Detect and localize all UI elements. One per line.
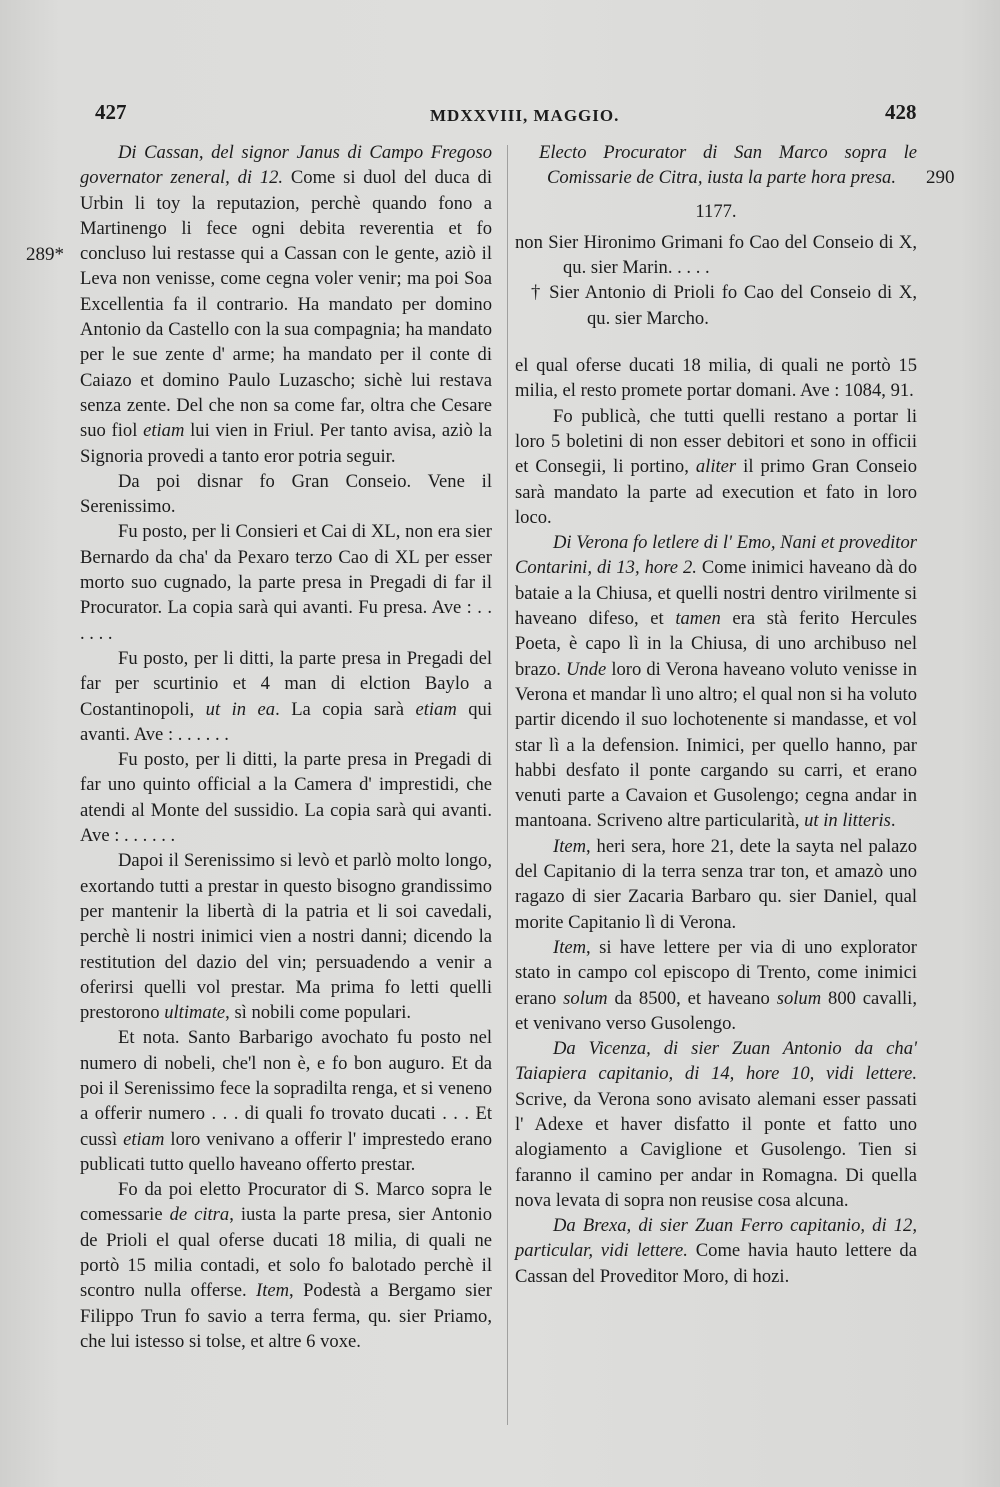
italic-heading: Electo Procurator di San Marco sopra le Comissarie de Citra, iusta la parte hora presa.	[539, 142, 917, 189]
text: Come si duol del duca di Urbin li toy la reputazion, perchè quando fono a Martinengo li fece ogni debita reverentia et fo concluso lui restasse qui a Cassan con le gente, aziò il Leva non venisse, come cegna voler venir; ma poi Soa Excellentia fa il contrario. Ha mandato per domino Antonio da Castello con la sua compagnia; ha mandato per le sue zente d' arme; ha mandato per il conte di Caiazo et domino Paulo Luzascho; sichè lui restava senza zente. Del che non sa come far, oltra che Cesare suo fiol	[80, 167, 492, 442]
italic-term: etiam	[143, 420, 185, 442]
paragraph	[515, 834, 917, 935]
paragraph	[515, 935, 917, 1036]
text: Come inimici haveano dà do bataie a la Chiusa, et quelli nostri dentro virilmente si haveano difeso, et	[515, 557, 917, 630]
text: , Podestà a Bergamo sier Filippo Trun fo savio a terra ferma, qu. sier Priamo, che lui istesso si tolse, et altre 6 voxe.	[80, 1280, 492, 1352]
text: loro di Verona haveano voluto venisse in Verona et mandar lì uno altro; el qual non si ha voluto partir dicendo il suo lochotenente si mandasse, et vol star lì a la defension. Inimici, per quello hanno, par habbi desfato il ponte cargando su carri, et erano venuti parte a Cavaion et Gusolengo; cegna andar in mantoana. Scriveno altre particularità,	[515, 658, 917, 832]
italic-term: Item	[553, 936, 587, 958]
italic-term: Item	[553, 835, 587, 857]
italic-term: Item	[256, 1280, 290, 1302]
margin-note-left: 289*	[26, 244, 64, 265]
candidate-2: † Sier Antonio di Prioli fo Cao del Conseio di X, qu. sier Marcho.	[531, 282, 917, 329]
italic-term: etiam	[123, 1128, 165, 1150]
election-heading	[515, 140, 917, 191]
paragraph: Fu posto, per li Consieri et Cai di XL, non era sier Bernardo da cha' da Pexaro terzo Cao di XL per esser morto suo cugnado, la parte presa in Pregadi di far il Procurator. La copia sarà qui avanti. Fu presa. Ave : . . . . . .	[80, 521, 492, 644]
paragraph	[80, 848, 492, 1025]
paragraph	[80, 1177, 492, 1354]
italic-term: aliter	[695, 456, 737, 478]
paragraph: Di Verona fo letlere di l' Emo, Nani et proveditor Contarini, di 13, hore 2. Come inimici haveano dà do bataie a la Chiusa, et quelli nostri dentro virilmente si haveano difeso, et tamen era stà ferito Hercules Poeta, è capo lì in la Chiusa, di uno archibuso nel brazo. Unde loro di Verona haveano voluto venisse in Verona et mandar lì uno altro; el qual non si ha voluto partir dicendo il suo lochotenente si mandasse, et vol star lì a la defension. Inimici, per quello hanno, par habbi desfato il ponte cargando su carri, et erano venuti parte a Cavaion et Gusolengo; cegna andar in mantoana. Scriveno altre particularità, ut in litteris.	[515, 532, 917, 832]
text: Et nota. Santo Barbarigo avochato fu posto nel numero di nobeli, che'l non è, e fo bon auguro. Et da poi il Serenissimo fece la sopradilta renga, et si veneno a offerir numero . . . di quali fo trovato ducati . . . Et cussì	[80, 1027, 492, 1150]
text: Dapoi il Serenissimo si levò et parlò molto longo, exortando tutti a prestar in questo bisogno grandissimo per mantenir la libertà di la patria et li soi cavedali, perchè li nostri inimici vien a nostri danni; dicendo la restitution del dazio del vin; persuadendo a venir a oferirsi quelli vol prestar. Ma prima fo letti quelli prestorono	[80, 850, 492, 1024]
text: Fo publicà, che tutti quelli restano a portar li loro 5 boletini di non esser debitori et sono in officii et Consegii, li portino,	[515, 405, 917, 478]
text: Fu posto, per li ditti, la parte presa in Pregadi del far per scurtinio et 4 man di elction Baylo a Costantinopoli,	[80, 647, 492, 720]
italic-term: ultimate	[164, 1002, 226, 1024]
text: Fo da poi eletto Procurator di S. Marco sopra le comessarie	[80, 1179, 492, 1226]
paragraph	[515, 1036, 917, 1213]
letter-heading: Da Vicenza, di sier Zuan Antonio da cha' Taiapiera capitanio, di 14, hore 10, vidi lettere.	[515, 1038, 917, 1085]
italic-term: etiam	[415, 698, 457, 720]
text: lui vien in Friul. Per tanto avisa, aziò la Signoria provedi a tanto eror potria seguir.	[80, 420, 492, 467]
text: , heri sera, hore 21, dete la sayta nel palazo del Capitanio di la terra senza trar ton, et amazò uno ragazo di sier Zacaria Barbaro qu. sier Daniel, qual morite Capitanio lì di Verona.	[515, 835, 917, 933]
italic-term: Unde	[566, 658, 607, 680]
text: qui avanti. Ave : . . . . . .	[80, 698, 493, 745]
italic-term: tamen	[675, 608, 721, 630]
paragraph	[515, 404, 917, 530]
paragraph	[515, 1213, 917, 1289]
paragraph: el qual oferse ducati 18 milia, di quali ne portò 15 milia, el resto promete portar domani. Ave : 1084, 91.	[515, 355, 917, 402]
page-number-left: 427	[95, 100, 127, 124]
text: , sì nobili come populari.	[225, 1002, 412, 1024]
letter-heading: Di Cassan, del signor Janus di Campo Fregoso governator zeneral, di 12.	[80, 142, 492, 189]
candidate-1: non Sier Hironimo Grimani fo Cao del Conseio di X, qu. sier Marin. . . . .	[515, 231, 917, 279]
text: . La copia sarà	[275, 698, 404, 720]
text: il primo Gran Conseio sarà mandato la parte ad execution et fato in loro loco.	[515, 456, 917, 528]
italic-term: ut in ea	[205, 698, 276, 720]
text: da 8500, et haveano	[614, 987, 770, 1009]
margin-note-right: 290	[926, 167, 955, 188]
text: era stà ferito Hercules Poeta, è capo lì in la Chiusa, di uno archibuso nel brazo.	[515, 608, 917, 680]
left-column	[80, 140, 492, 1354]
text: loro venivano a offerir l' imprestedo erano publicati tutto quello haveano offerto prestar.	[80, 1128, 492, 1175]
paragraph: Da poi disnar fo Gran Conseio. Vene il Serenissimo.	[80, 470, 492, 518]
text: Come havia hauto lettere da Cassan del Proveditor Moro, di hozi.	[515, 1240, 917, 1287]
italic-term: de citra	[169, 1204, 230, 1226]
text: , iusta la parte presa, sier Antonio de Prioli el qual oferse ducati 18 milia, di quali ne portò 15 milia contadi, et solo fo balotado perchè il scontro nulla offerse.	[80, 1204, 492, 1302]
italic-term: ut in litteris	[804, 810, 891, 832]
paragraph	[80, 646, 492, 747]
paragraph	[80, 1025, 492, 1177]
page-number-right: 428	[885, 100, 917, 124]
vote-number: 1177.	[695, 200, 737, 222]
text: Scrive, da Verona sono avisato alemani esser passati l' Adexe et haver disfatto il ponte et fatto uno alogiamento a Caviglione et Gusolengo. Tien si faranno il camino per andar in Romagna. Di quella nova levata di sopra non reusise cosa alcuna.	[515, 1088, 917, 1211]
text: 800 cavalli, et venivano verso Gusolengo.	[515, 987, 917, 1034]
column-divider	[507, 145, 508, 1425]
letter-heading: Di Verona fo letlere di l' Emo, Nani et proveditor Contarini, di 13, hore 2.	[515, 532, 917, 579]
paragraph	[80, 140, 492, 469]
right-column	[515, 140, 917, 1289]
letter-heading: Da Brexa, di sier Zuan Ferro capitanio, di 12, particular, vidi lettere.	[515, 1215, 917, 1262]
italic-term: solum	[776, 987, 822, 1009]
running-title: MDXXVIII, MAGGIO.	[430, 106, 620, 125]
text: , si have lettere per via di uno explorator stato in campo col episcopo di Trento, come inimici erano	[515, 936, 917, 1009]
italic-term: solum	[563, 987, 608, 1009]
paragraph: Fu posto, per li ditti, la parte presa in Pregadi di far uno quinto official a la Camera d' imprestidi, che atendi al Monte del sussidio. La copia sarà qui avanti. Ave : . . . . . .	[80, 749, 492, 847]
